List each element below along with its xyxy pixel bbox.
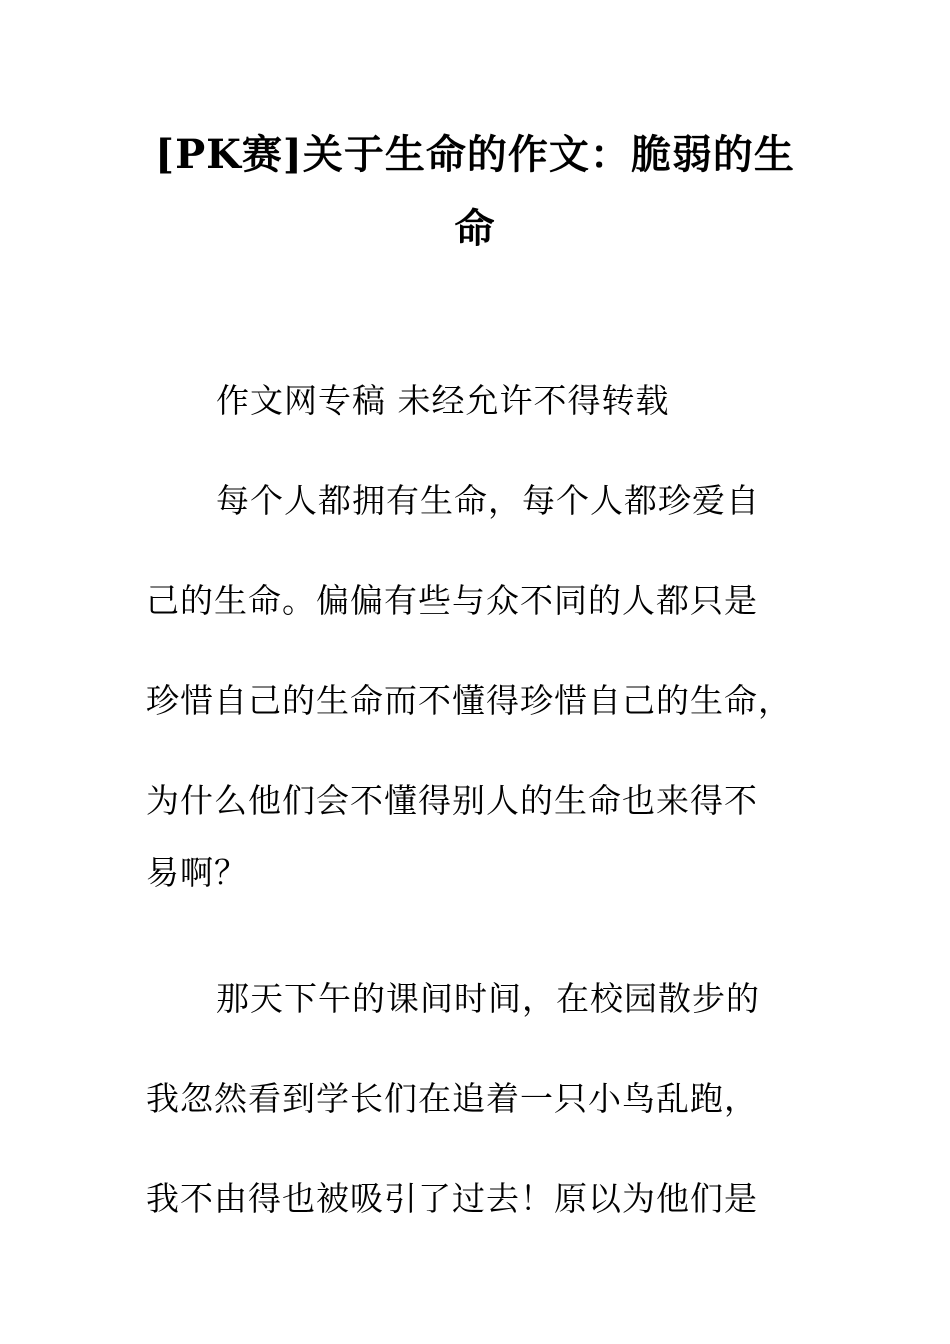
body-line: 为什么他们会不懂得别人的生命也来得不 bbox=[146, 781, 758, 820]
title-line-2: 命 bbox=[454, 205, 496, 252]
body-line: 我忽然看到学长们在追着一只小鸟乱跑， bbox=[146, 1079, 758, 1118]
body-line: 每个人都拥有生命，每个人都珍爱自 bbox=[216, 481, 760, 520]
body-line: 那天下午的课间时间，在校园散步的 bbox=[216, 979, 760, 1018]
body-line-source-note: 作文网专稿 未经允许不得转载 bbox=[216, 381, 670, 420]
body-line: 己的生命。偏偏有些与众不同的人都只是 bbox=[146, 581, 758, 620]
body-line: 我不由得也被吸引了过去！原以为他们是 bbox=[146, 1179, 758, 1218]
title-line-1: [PK赛]关于生命的作文：脆弱的生 bbox=[155, 131, 795, 178]
body-line: 易啊？ bbox=[146, 853, 248, 892]
document-title bbox=[150, 118, 800, 266]
body-line: 珍惜自己的生命而不懂得珍惜自己的生命， bbox=[146, 681, 792, 720]
